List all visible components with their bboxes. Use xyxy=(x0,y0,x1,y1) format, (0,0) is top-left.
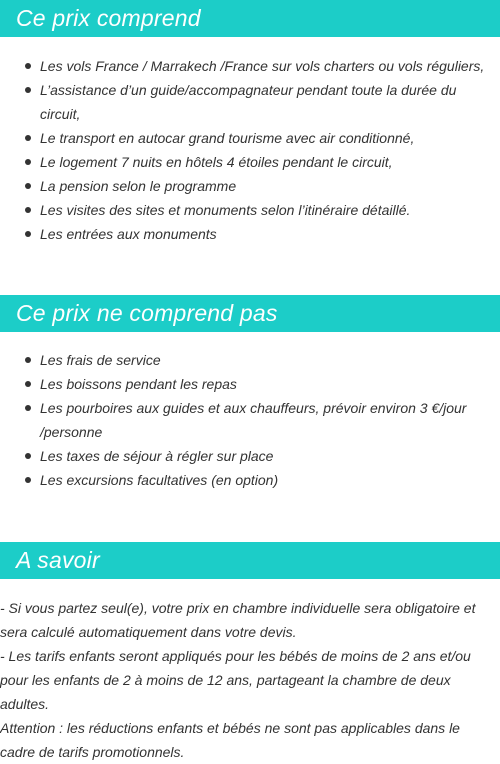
section-banner xyxy=(0,295,500,332)
list-item xyxy=(0,54,500,78)
list-item-text: Le transport en autocar grand tourisme avec air conditionné, xyxy=(40,130,415,146)
bullet-icon xyxy=(25,207,31,213)
bullet-icon xyxy=(25,135,31,141)
excluded-list xyxy=(0,348,500,492)
list-item-text: Les entrées aux monuments xyxy=(40,226,217,242)
list-item xyxy=(0,372,500,396)
section-price-includes xyxy=(0,0,500,246)
bullet-icon xyxy=(25,231,31,237)
list-item xyxy=(0,444,500,468)
bullet-icon xyxy=(25,381,31,387)
section-title: A savoir xyxy=(16,547,100,573)
list-item-text: Le logement 7 nuits en hôtels 4 étoiles pendant le circuit, xyxy=(40,154,393,170)
list-item xyxy=(0,222,500,246)
list-item-text: Les taxes de séjour à régler sur place xyxy=(40,448,274,464)
list-item xyxy=(0,468,500,492)
section-price-excludes xyxy=(0,295,500,492)
list-item xyxy=(0,174,500,198)
list-item-text: Les visites des sites et monuments selon l’itinéraire détaillé. xyxy=(40,202,411,218)
bullet-icon xyxy=(25,183,31,189)
bullet-icon xyxy=(25,159,31,165)
info-paragraph: - Si vous partez seul(e), votre prix en chambre individuelle sera obligatoire et sera calculé automatiquement dans votre devis. xyxy=(0,600,476,640)
bullet-icon xyxy=(25,405,31,411)
list-item-text: Les excursions facultatives (en option) xyxy=(40,472,279,488)
list-item xyxy=(0,150,500,174)
list-item-text: La pension selon le programme xyxy=(40,178,237,194)
bullet-icon xyxy=(25,357,31,363)
bullet-icon xyxy=(25,87,31,93)
section-banner xyxy=(0,542,500,579)
list-item xyxy=(0,348,500,372)
list-item-text: L’assistance d’un guide/accompagnateur pendant toute la durée du circuit, xyxy=(40,82,457,122)
list-item xyxy=(0,396,500,444)
section-title: Ce prix ne comprend pas xyxy=(16,300,278,326)
list-item-text: Les frais de service xyxy=(40,352,161,368)
list-item xyxy=(0,198,500,222)
section-banner xyxy=(0,0,500,37)
list-item-text: Les pourboires aux guides et aux chauffeurs, prévoir environ 3 €/jour /personne xyxy=(40,400,467,440)
bullet-icon xyxy=(25,63,31,69)
list-item xyxy=(0,126,500,150)
bullet-icon xyxy=(25,477,31,483)
bullet-icon xyxy=(25,453,31,459)
info-paragraph: Attention : les réductions enfants et bébés ne sont pas applicables dans le cadre de tarifs promotionnels. xyxy=(0,720,460,760)
list-item-text: Les boissons pendant les repas xyxy=(40,376,237,392)
list-item xyxy=(0,78,500,126)
section-good-to-know xyxy=(0,542,500,764)
section-title: Ce prix comprend xyxy=(16,5,201,31)
included-list xyxy=(0,54,500,246)
list-item-text: Les vols France / Marrakech /France sur vols charters ou vols réguliers, xyxy=(40,58,485,74)
info-paragraph: - Les tarifs enfants seront appliqués pour les bébés de moins de 2 ans et/ou pour les enfants de 2 à moins de 12 ans, partageant la chambre de deux adultes. xyxy=(0,648,471,712)
